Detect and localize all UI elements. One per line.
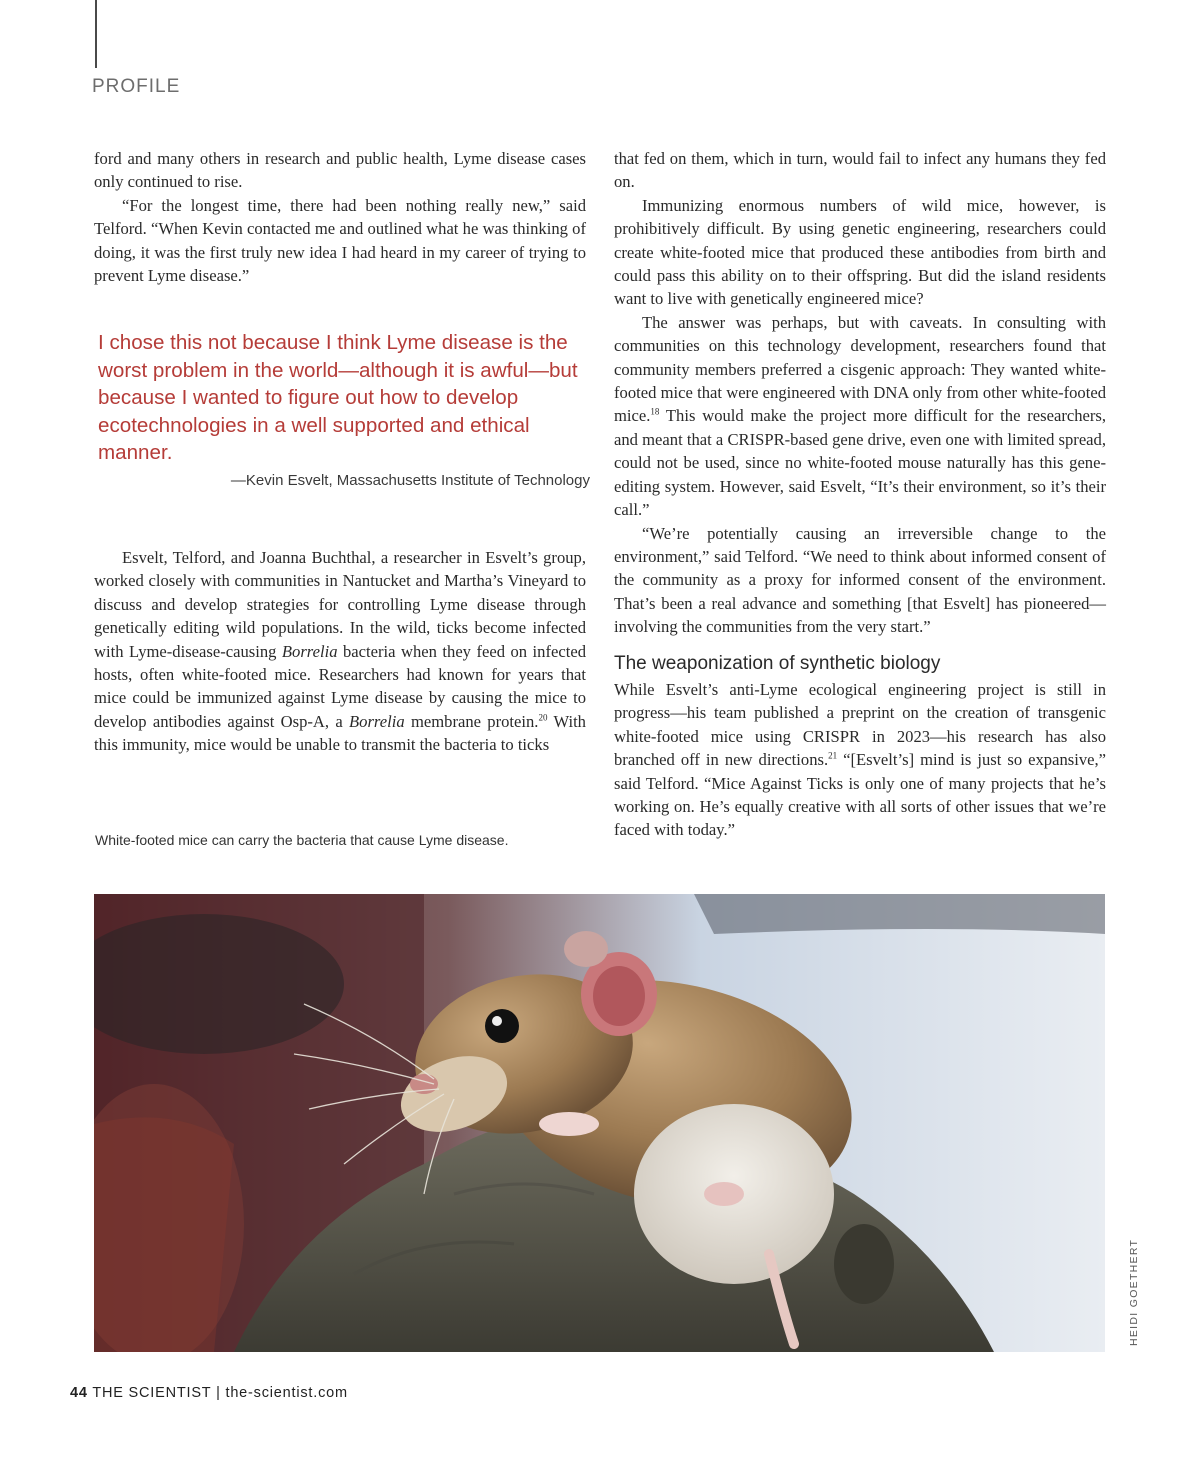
section-subhead: The weaponization of synthetic biology <box>614 652 941 674</box>
italic-term: Borrelia <box>281 641 338 661</box>
paragraph: Immunizing enormous numbers of wild mice, however, is prohibitively difficult. By using genetic engineering, researchers could create white-footed mice that produced these antibodies from birth and could pass this ability on to their offspring. But did the island residents want to live with genetically engineered mice? <box>614 195 1106 309</box>
reference-number: 18 <box>650 406 660 417</box>
photo-credit: HEIDI GOETHERT <box>1128 1238 1140 1346</box>
left-column-bottom <box>94 546 586 757</box>
text-run: Esvelt, Telford, and Joanna Buchthal, a researcher in Esvelt’s group, worked closely with communities in Nantucket and Martha’s Vineyard to discuss and develop strategies for controlling Lyme disease through genetically editing wild populations. In the wild, ticks become infected with Lyme-disease-causing <box>94 548 586 661</box>
text-run: This would make the project more difficult for the researchers, and meant that a CRISPR-based gene drive, even one with limited spread, could not be used, since no white-footed mouse naturally has this gene-editing system. However, said Esvelt, “It’s their environment, so it’s their call.” <box>614 406 1106 520</box>
paragraph <box>614 678 1106 842</box>
text-run: “[Esvelt’s] mind is just so expansive,” said Telford. “Mice Against Ticks is only one of many projects that he’s working on. He’s equally creative with all sorts of other issues that we’re faced with today.” <box>614 750 1107 840</box>
text-run: With this immunity, mice would be unable to transmit the bacteria to ticks <box>94 711 586 755</box>
mouse-photo <box>94 894 1105 1352</box>
text-run: bacteria when they feed on infected hosts, often white-footed mice. Researchers had known for years that mice could be immunized against Lyme disease by causing the mice to develop antibodies against Osp-A, a <box>94 641 586 731</box>
text-run: While Esvelt’s anti-Lyme ecological engineering project is still in progress—his team published a preprint on the creation of transgenic white-footed mice using CRISPR in 2023—his research has also branched off in new directions. <box>614 679 1106 770</box>
mouse-illustration <box>94 894 1105 1352</box>
paragraph <box>614 311 1106 522</box>
text-run: membrane protein. <box>404 711 539 731</box>
italic-term: Borrelia <box>349 711 405 731</box>
left-column-top <box>94 147 586 287</box>
right-column <box>614 147 1106 842</box>
paragraph: “For the longest time, there had been nothing really new,” said Telford. “When Kevin contacted me and outlined what he was thinking of doing, it was the first truly new idea I had heard in my career of trying to prevent Lyme disease.” <box>94 195 586 286</box>
magazine-name: THE SCIENTIST <box>92 1385 212 1401</box>
paragraph <box>94 546 586 757</box>
pull-quote-attribution: —Kevin Esvelt, Massachusetts Institute of Technology <box>230 472 590 489</box>
paragraph: “We’re potentially causing an irreversible change to the environment,” said Telford. “We need to think about informed consent of the community as a proxy for informed consent of the environment. That’s been a real advance and something [that Esvelt] has pioneered—involving the communities from the very start.” <box>614 523 1106 637</box>
section-label: PROFILE <box>92 76 181 97</box>
pull-quote: I chose this not because I think Lyme disease is the worst problem in the world—although it is awful—but because I wanted to figure out how to develop ecotechnologies in a well supported and ethical manner. <box>98 331 578 465</box>
magazine-url[interactable]: the-scientist.com <box>225 1385 348 1401</box>
header-rule <box>95 0 97 68</box>
footer-separator: | <box>216 1385 221 1401</box>
photo-caption: White-footed mice can carry the bacteria that cause Lyme disease. <box>95 832 509 848</box>
text-run: The answer was perhaps, but with caveats. In consulting with communities on this technology development, researchers found that community members preferred a cisgenic approach: They wanted white-footed mice that were engineered with DNA only from other white-footed mice. <box>614 312 1106 426</box>
reference-number: 21 <box>828 750 838 761</box>
paragraph: ford and many others in research and public health, Lyme disease cases only continued to rise. <box>94 149 586 192</box>
page-footer <box>70 1385 348 1401</box>
page-number: 44 <box>70 1385 88 1401</box>
paragraph: that fed on them, which in turn, would fail to infect any humans they fed on. <box>614 149 1106 192</box>
reference-number: 20 <box>538 712 548 723</box>
